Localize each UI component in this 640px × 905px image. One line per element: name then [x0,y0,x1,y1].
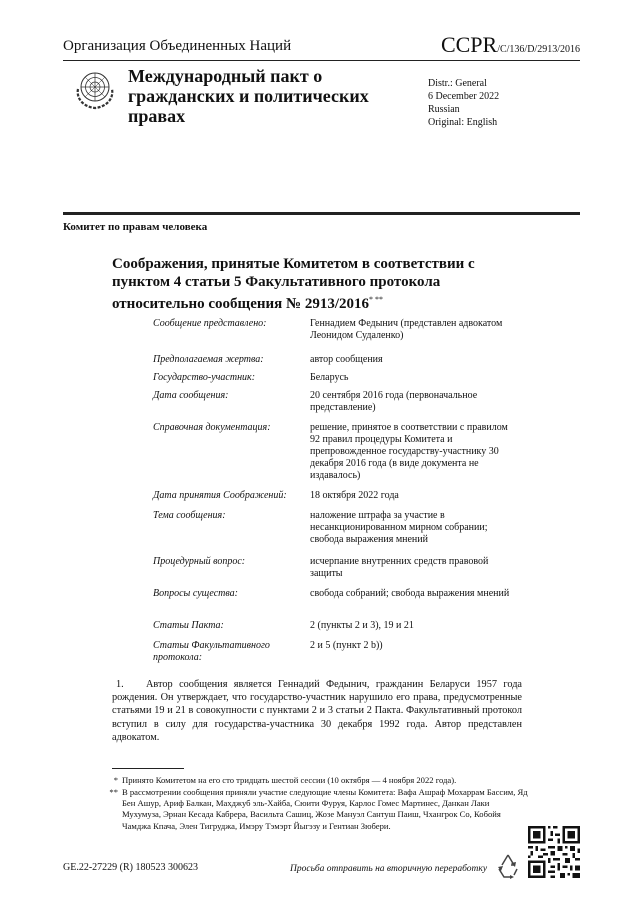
footnote-rule [112,768,184,769]
meta-value: решение, принятое в соответствии с правилом 92 правил процедуры Комитета и препровожденное государству-участнику 30 декабря 2016 года (в виде документа не издавалось) [310,422,508,481]
meta-label: Дата сообщения: [153,390,229,401]
meta-value: Геннадием Федынич (представлен адвокатом Леонидом Судаленко) [310,318,503,341]
symbol-main: CCPR [440,32,498,57]
views-heading [112,255,512,313]
footnote [100,787,530,832]
paragraph-number: 1. [116,679,124,690]
meta-value: Беларусь [310,372,349,383]
heading-footnote-marks: * ** [369,295,383,304]
meta-row [153,422,513,490]
distribution-block [428,77,499,129]
meta-value: исчерпание внутренних средств правовой защиты [310,556,489,579]
meta-row [153,588,513,620]
metadata-table [153,318,513,670]
symbol-rest: /C/136/D/2913/2016 [497,44,580,55]
document-title: Международный пакт о гражданских и политических правах [128,66,369,126]
document-symbol [441,32,580,58]
footnote-text: В рассмотрении сообщения приняли участие следующие члены Комитета: Вафа Ашраф Мохаррам Бассим, Яд Бен Ашур, Ариф Балкан, Махджуб эль-Хайба, Сюити Фуруя, Карлос Гомес Мартинес, Данкан Лаки Мухумуза, Эрнан Кесада Кабрера, Васильта Сашиц, Жозе Мануэл Сантуш Паиш, Чхангрок Со, Кобойя Чамджа Кпача, Элен Тигруджа, Имэру Тэмэрт Йыгэзу и Гентиан Зюбери. [122,787,528,831]
meta-label: Вопросы существа: [153,588,238,599]
distr-line: Distr.: General [428,78,487,89]
job-number: GE.22-27229 (R) 180523 300623 [63,862,198,873]
meta-value: свобода собраний; свобода выражения мнений [310,588,510,599]
qr-code-icon [528,826,580,878]
date-line: 6 December 2022 [428,91,500,102]
meta-value: 18 октября 2022 года [310,490,399,501]
footnote-mark: * [113,775,118,785]
title-rule [63,212,580,215]
meta-value: наложение штрафа за участие в несанкционированном мирном собрании; свобода выражения мнений [310,510,488,545]
meta-row [153,510,513,556]
meta-row [153,620,513,640]
paragraph-1 [112,678,522,744]
footnote-text: Принято Комитетом на его сто тридцать шестой сессии (10 октября — 4 ноября 2022 года). [122,775,457,785]
meta-value: 2 и 5 (пункт 2 b)) [310,640,383,651]
meta-label: Сообщение представлено: [153,318,267,329]
meta-row [153,318,513,354]
meta-label: Статьи Факультативного протокола: [153,640,270,663]
meta-row [153,372,513,390]
recycle-icon [495,852,521,880]
language-line: Russian [428,104,460,115]
meta-value: 2 (пункты 2 и 3), 19 и 21 [310,620,414,631]
meta-label: Процедурный вопрос: [153,556,246,567]
meta-label: Статьи Пакта: [153,620,224,631]
meta-label: Справочная документация: [153,422,271,433]
meta-label: Тема сообщения: [153,510,226,521]
paragraph-text: Автор сообщения является Геннадий Федынич, гражданин Беларуси 1957 года рождения. Он утверждает, что государство-участник нарушило его права, предусмотренные статьями 19 и 21 в совокупности с пунктами 2 и 3 статьи 2 Пакта. Факультативный протокол вступил в силу для государства-участника 30 декабря 1992 года. Автор представлен адвокатом. [112,679,522,743]
meta-row [153,490,513,510]
heading-text: Соображения, принятые Комитетом в соответствии с пунктом 4 статьи 5 Факультативного протокола относительно сообщения № 2913/2016 [112,256,475,312]
meta-label: Государство-участник: [153,372,256,383]
meta-row [153,390,513,422]
un-emblem-icon [72,65,118,111]
recycle-note: Просьба отправить на вторичную переработку [290,864,488,874]
meta-row [153,640,513,670]
meta-label: Предполагаемая жертва: [153,354,264,365]
meta-row [153,354,513,372]
meta-row [153,556,513,588]
footnote-mark: ** [109,787,118,797]
organization-name: Организация Объединенных Наций [63,38,292,54]
footnote [100,775,530,786]
header-rule [63,60,580,61]
meta-label: Дата принятия Соображений: [153,490,287,501]
meta-value: 20 сентября 2016 года (первоначальное представление) [310,390,478,413]
committee-name: Комитет по правам человека [63,221,208,233]
original-line: Original: English [428,117,498,128]
meta-value: автор сообщения [310,354,383,365]
